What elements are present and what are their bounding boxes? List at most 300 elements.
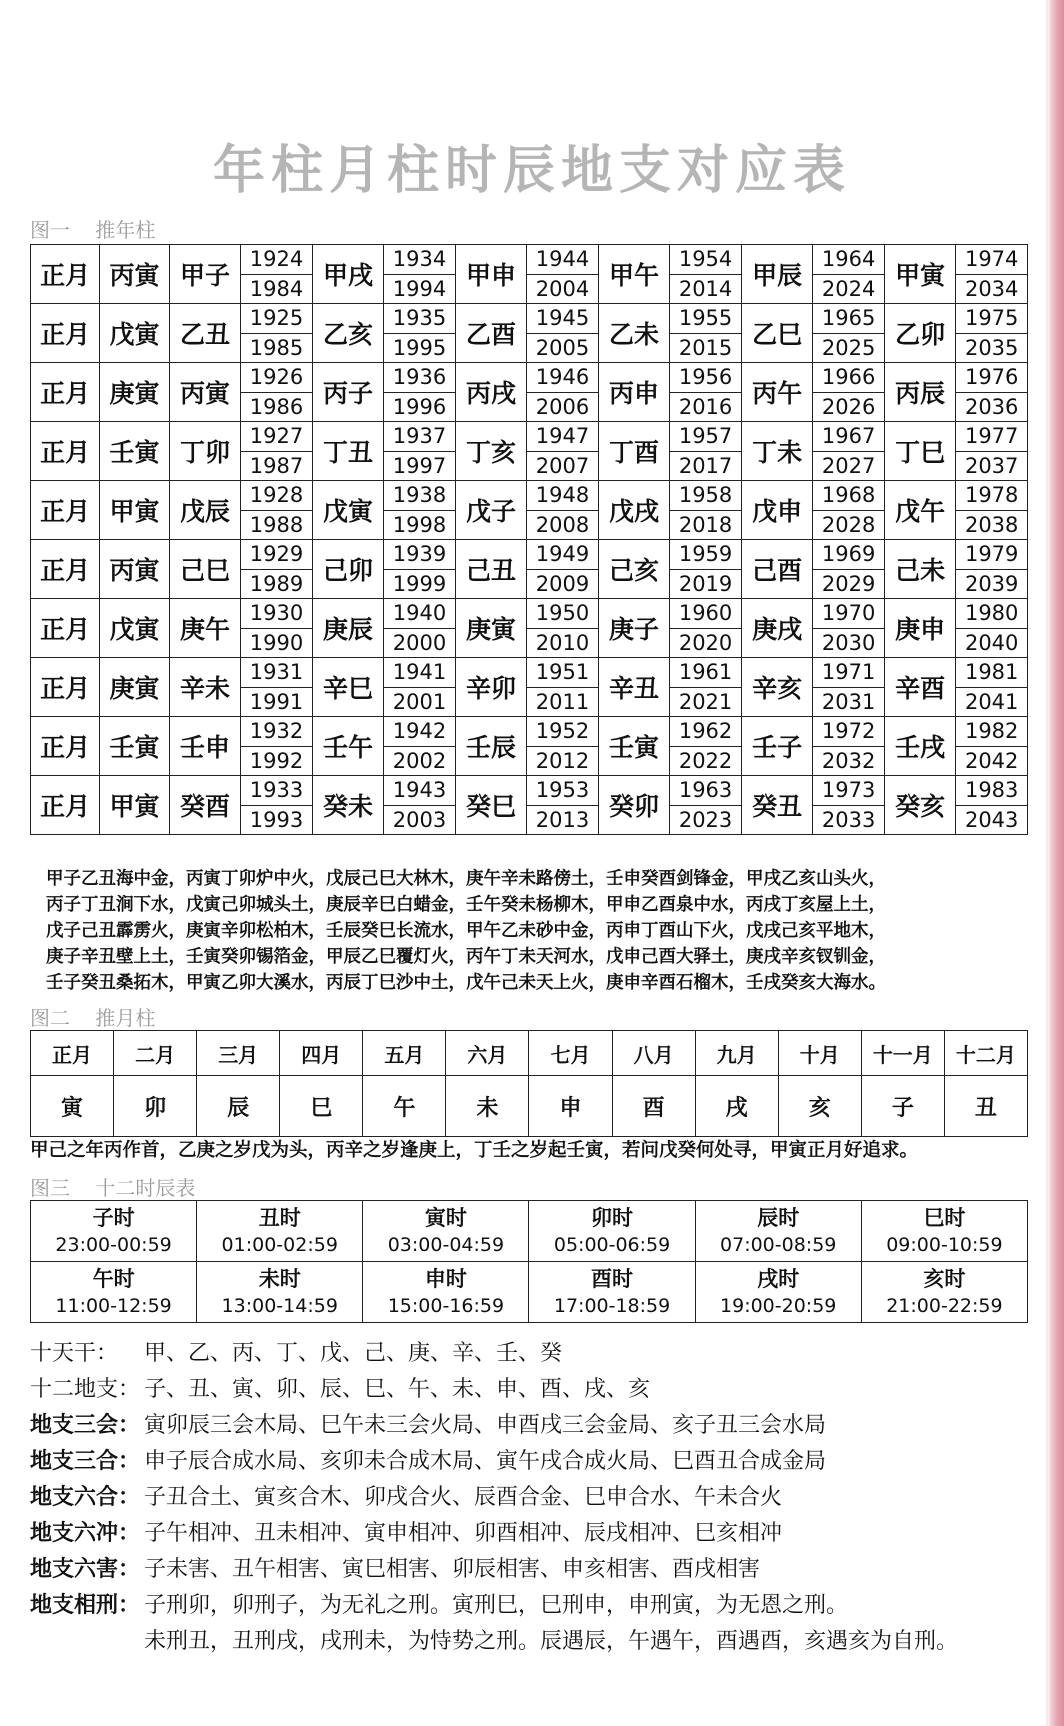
year-ganzhi-cell: 甲午 xyxy=(598,245,670,304)
year-cell: 1979 xyxy=(956,540,1028,570)
year-ganzhi-cell: 己丑 xyxy=(455,540,527,599)
year-cell: 1970 xyxy=(813,599,885,629)
year-cell: 2018 xyxy=(670,510,742,540)
month-name-cell: 十二月 xyxy=(944,1031,1027,1076)
year-ganzhi-cell: 丁未 xyxy=(741,422,813,481)
month-branch-cell: 寅 xyxy=(31,1076,114,1137)
year-cell: 1993 xyxy=(241,805,313,835)
hour-name: 丑时 xyxy=(258,1205,301,1230)
year-cell: 1939 xyxy=(384,540,456,570)
year-ganzhi-cell: 戊子 xyxy=(455,481,527,540)
relation-row xyxy=(30,1480,1040,1516)
month-name-cell: 三月 xyxy=(197,1031,280,1076)
year-ganzhi-cell: 壬午 xyxy=(312,717,384,776)
year-ganzhi-cell: 癸卯 xyxy=(598,776,670,835)
hour-range: 05:00-06:59 xyxy=(553,1233,671,1256)
relation-label: 地支相刑： xyxy=(30,1593,141,1618)
month-cell: 正月 xyxy=(31,540,100,599)
year-ganzhi-cell: 辛巳 xyxy=(312,658,384,717)
year-cell: 1956 xyxy=(670,363,742,393)
year-cell: 1978 xyxy=(956,481,1028,511)
year-cell: 1969 xyxy=(813,540,885,570)
year-ganzhi-cell: 己酉 xyxy=(741,540,813,599)
year-cell: 1958 xyxy=(670,481,742,511)
hour-name: 辰时 xyxy=(757,1205,800,1230)
month-cell: 正月 xyxy=(31,481,100,540)
year-cell: 1968 xyxy=(813,481,885,511)
year-cell: 1946 xyxy=(527,363,599,393)
year-ganzhi-cell: 辛丑 xyxy=(598,658,670,717)
year-ganzhi-cell: 丙子 xyxy=(312,363,384,422)
year-cell: 2010 xyxy=(527,628,599,658)
year-cell: 1996 xyxy=(384,392,456,422)
yin-month-pillar-cell: 丙寅 xyxy=(100,540,169,599)
year-cell: 1941 xyxy=(384,658,456,688)
year-cell: 1947 xyxy=(527,422,599,452)
page-title: 年柱月柱时辰地支对应表 xyxy=(212,141,851,201)
year-cell: 1935 xyxy=(384,304,456,334)
year-ganzhi-cell: 癸酉 xyxy=(169,776,241,835)
year-cell: 2040 xyxy=(956,628,1028,658)
year-cell: 1964 xyxy=(813,245,885,275)
year-ganzhi-cell: 丁丑 xyxy=(312,422,384,481)
hour-cell xyxy=(31,1262,197,1323)
year-cell: 1992 xyxy=(241,746,313,776)
year-ganzhi-cell: 戊寅 xyxy=(312,481,384,540)
year-cell: 1955 xyxy=(670,304,742,334)
year-cell: 1933 xyxy=(241,776,313,806)
year-cell: 1980 xyxy=(956,599,1028,629)
year-cell: 1982 xyxy=(956,717,1028,747)
year-cell: 1951 xyxy=(527,658,599,688)
year-cell: 1966 xyxy=(813,363,885,393)
year-cell: 2038 xyxy=(956,510,1028,540)
year-cell: 1967 xyxy=(813,422,885,452)
month-branch-cell: 亥 xyxy=(778,1076,861,1137)
year-ganzhi-cell: 戊戌 xyxy=(598,481,670,540)
hour-range: 23:00-00:59 xyxy=(55,1233,172,1256)
year-cell: 1973 xyxy=(813,776,885,806)
year-cell: 2022 xyxy=(670,746,742,776)
hour-name: 申时 xyxy=(424,1266,467,1291)
year-cell: 2026 xyxy=(813,392,885,422)
year-cell: 2005 xyxy=(527,333,599,363)
hour-cell xyxy=(695,1262,861,1323)
hour-cell xyxy=(861,1201,1027,1262)
hour-cell xyxy=(197,1201,363,1262)
year-cell: 1977 xyxy=(956,422,1028,452)
hour-range: 19:00-20:59 xyxy=(720,1294,837,1317)
year-cell: 1997 xyxy=(384,451,456,481)
year-cell: 2043 xyxy=(956,805,1028,835)
year-cell: 2023 xyxy=(670,805,742,835)
year-cell: 1929 xyxy=(241,540,313,570)
year-cell: 2017 xyxy=(670,451,742,481)
hour-range: 21:00-22:59 xyxy=(886,1294,1003,1317)
year-cell: 1936 xyxy=(384,363,456,393)
hour-cell xyxy=(695,1201,861,1262)
year-cell: 2006 xyxy=(527,392,599,422)
year-cell: 2034 xyxy=(956,274,1028,304)
relation-label: 地支六冲： xyxy=(30,1521,141,1546)
hour-range: 15:00-16:59 xyxy=(387,1294,505,1317)
hour-name: 卯时 xyxy=(591,1205,634,1230)
hour-name: 未时 xyxy=(258,1266,301,1291)
year-cell: 1962 xyxy=(670,717,742,747)
year-cell: 1994 xyxy=(384,274,456,304)
year-cell: 2002 xyxy=(384,746,456,776)
year-cell: 2028 xyxy=(813,510,885,540)
hour-name: 子时 xyxy=(92,1205,135,1230)
month-branch-cell: 辰 xyxy=(197,1076,280,1137)
year-cell: 1983 xyxy=(956,776,1028,806)
year-ganzhi-cell: 庚寅 xyxy=(455,599,527,658)
year-cell: 1950 xyxy=(527,599,599,629)
year-ganzhi-cell: 癸亥 xyxy=(884,776,956,835)
year-ganzhi-cell: 戊辰 xyxy=(169,481,241,540)
year-cell: 1940 xyxy=(384,599,456,629)
relation-text: 子丑合土、寅亥合木、卯戌合火、辰酉合金、巳申合水、午未合火 xyxy=(144,1485,783,1510)
hour-name: 酉时 xyxy=(591,1266,634,1291)
year-cell: 1937 xyxy=(384,422,456,452)
relation-row xyxy=(30,1408,1040,1444)
year-cell: 2014 xyxy=(670,274,742,304)
branch-relations-list xyxy=(30,1336,1040,1660)
year-cell: 2033 xyxy=(813,805,885,835)
year-cell: 2042 xyxy=(956,746,1028,776)
year-cell: 1928 xyxy=(241,481,313,511)
yin-month-pillar-cell: 戊寅 xyxy=(100,599,169,658)
year-cell: 1959 xyxy=(670,540,742,570)
relation-label: 地支三会： xyxy=(30,1413,141,1438)
year-cell: 1948 xyxy=(527,481,599,511)
year-cell: 2030 xyxy=(813,628,885,658)
year-cell: 1924 xyxy=(241,245,313,275)
year-cell: 2024 xyxy=(813,274,885,304)
year-cell: 2035 xyxy=(956,333,1028,363)
year-cell: 2004 xyxy=(527,274,599,304)
year-ganzhi-cell: 戊午 xyxy=(884,481,956,540)
hour-range: 17:00-18:59 xyxy=(553,1294,671,1317)
year-cell: 1926 xyxy=(241,363,313,393)
year-cell: 2025 xyxy=(813,333,885,363)
year-cell: 1998 xyxy=(384,510,456,540)
year-ganzhi-cell: 辛未 xyxy=(169,658,241,717)
year-pillar-table xyxy=(30,244,1028,835)
year-cell: 1961 xyxy=(670,658,742,688)
year-cell: 2012 xyxy=(527,746,599,776)
year-cell: 1957 xyxy=(670,422,742,452)
relation-row xyxy=(30,1552,1040,1588)
year-cell: 1985 xyxy=(241,333,313,363)
year-cell: 2037 xyxy=(956,451,1028,481)
year-ganzhi-cell: 乙酉 xyxy=(455,304,527,363)
relation-label: 地支六合： xyxy=(30,1485,141,1510)
year-ganzhi-cell: 乙卯 xyxy=(884,304,956,363)
hour-cell xyxy=(529,1262,695,1323)
year-ganzhi-cell: 己卯 xyxy=(312,540,384,599)
hour-range: 09:00-10:59 xyxy=(886,1233,1003,1256)
year-cell: 1987 xyxy=(241,451,313,481)
hour-name: 亥时 xyxy=(923,1266,966,1291)
year-cell: 1952 xyxy=(527,717,599,747)
year-ganzhi-cell: 辛卯 xyxy=(455,658,527,717)
month-cell: 正月 xyxy=(31,599,100,658)
relation-text: 子未害、丑午相害、寅巳相害、卯辰相害、申亥相害、酉戌相害 xyxy=(144,1557,761,1582)
year-ganzhi-cell: 壬寅 xyxy=(598,717,670,776)
relation-row xyxy=(30,1444,1040,1480)
twelve-hours-table xyxy=(30,1200,1028,1323)
month-cell: 正月 xyxy=(31,363,100,422)
year-cell: 1932 xyxy=(241,717,313,747)
year-ganzhi-cell: 己未 xyxy=(884,540,956,599)
relation-text: 未刑丑，丑刑戌，戌刑未，为恃势之刑。辰遇辰，午遇午，酉遇酉，亥遇亥为自刑。 xyxy=(144,1629,959,1654)
year-cell: 2019 xyxy=(670,569,742,599)
year-ganzhi-cell: 甲子 xyxy=(169,245,241,304)
yin-month-pillar-cell: 壬寅 xyxy=(100,422,169,481)
relation-row xyxy=(30,1588,1040,1624)
year-ganzhi-cell: 甲申 xyxy=(455,245,527,304)
year-cell: 2032 xyxy=(813,746,885,776)
fig3-label: 图三 十二时辰表 xyxy=(30,1176,196,1200)
year-cell: 2009 xyxy=(527,569,599,599)
year-ganzhi-cell: 壬子 xyxy=(741,717,813,776)
year-cell: 1990 xyxy=(241,628,313,658)
month-branch-cell: 丑 xyxy=(944,1076,1027,1137)
month-cell: 正月 xyxy=(31,717,100,776)
month-rhyme: 甲己之年丙作首，乙庚之岁戊为头，丙辛之岁逢庚上，丁壬之岁起壬寅，若问戊癸何处寻，甲寅正月好追求。 xyxy=(30,1140,919,1161)
year-ganzhi-cell: 戊申 xyxy=(741,481,813,540)
year-cell: 2027 xyxy=(813,451,885,481)
year-cell: 2031 xyxy=(813,687,885,717)
hour-cell xyxy=(31,1201,197,1262)
year-cell: 2016 xyxy=(670,392,742,422)
year-cell: 2036 xyxy=(956,392,1028,422)
yin-month-pillar-cell: 庚寅 xyxy=(100,658,169,717)
year-cell: 1934 xyxy=(384,245,456,275)
month-name-cell: 二月 xyxy=(114,1031,197,1076)
relation-text: 子午相冲、丑未相冲、寅申相冲、卯酉相冲、辰戌相冲、巳亥相冲 xyxy=(144,1521,783,1546)
hour-cell xyxy=(197,1262,363,1323)
year-ganzhi-cell: 庚辰 xyxy=(312,599,384,658)
year-cell: 1965 xyxy=(813,304,885,334)
year-ganzhi-cell: 乙亥 xyxy=(312,304,384,363)
hour-range: 03:00-04:59 xyxy=(387,1233,505,1256)
month-name-cell: 正月 xyxy=(31,1031,114,1076)
year-cell: 1931 xyxy=(241,658,313,688)
year-cell: 1986 xyxy=(241,392,313,422)
year-cell: 1930 xyxy=(241,599,313,629)
year-cell: 1976 xyxy=(956,363,1028,393)
hour-name: 巳时 xyxy=(923,1205,966,1230)
year-ganzhi-cell: 辛亥 xyxy=(741,658,813,717)
year-cell: 2029 xyxy=(813,569,885,599)
year-cell: 1954 xyxy=(670,245,742,275)
year-ganzhi-cell: 壬戌 xyxy=(884,717,956,776)
hour-cell xyxy=(363,1201,529,1262)
relation-text: 子、丑、寅、卯、辰、巳、午、未、申、酉、戌、亥 xyxy=(144,1377,651,1402)
relation-label: 十天干： xyxy=(30,1341,119,1366)
year-ganzhi-cell: 乙巳 xyxy=(741,304,813,363)
year-cell: 1963 xyxy=(670,776,742,806)
relation-text: 甲、乙、丙、丁、戊、己、庚、辛、壬、癸 xyxy=(144,1341,563,1366)
month-name-cell: 十月 xyxy=(778,1031,861,1076)
year-cell: 1938 xyxy=(384,481,456,511)
hour-name: 戌时 xyxy=(757,1266,800,1291)
year-cell: 2015 xyxy=(670,333,742,363)
year-ganzhi-cell: 甲辰 xyxy=(741,245,813,304)
yin-month-pillar-cell: 庚寅 xyxy=(100,363,169,422)
month-branch-cell: 巳 xyxy=(280,1076,363,1137)
year-ganzhi-cell: 丁卯 xyxy=(169,422,241,481)
year-cell: 1945 xyxy=(527,304,599,334)
month-name-cell: 八月 xyxy=(612,1031,695,1076)
month-branch-cell: 卯 xyxy=(114,1076,197,1137)
year-cell: 2000 xyxy=(384,628,456,658)
year-cell: 1999 xyxy=(384,569,456,599)
month-branch-cell: 未 xyxy=(446,1076,529,1137)
relation-row xyxy=(30,1624,1040,1660)
year-ganzhi-cell: 庚申 xyxy=(884,599,956,658)
year-cell: 1944 xyxy=(527,245,599,275)
month-cell: 正月 xyxy=(31,422,100,481)
year-ganzhi-cell: 丙辰 xyxy=(884,363,956,422)
year-ganzhi-cell: 壬申 xyxy=(169,717,241,776)
hour-cell xyxy=(861,1262,1027,1323)
relation-label: 地支三合： xyxy=(30,1449,141,1474)
year-cell: 2041 xyxy=(956,687,1028,717)
year-cell: 2021 xyxy=(670,687,742,717)
year-cell: 1975 xyxy=(956,304,1028,334)
relation-row xyxy=(30,1516,1040,1552)
year-cell: 1988 xyxy=(241,510,313,540)
relation-text: 申子辰合成水局、亥卯未合成木局、寅午戌合成火局、巳酉丑合成金局 xyxy=(144,1449,827,1474)
year-cell: 1974 xyxy=(956,245,1028,275)
year-ganzhi-cell: 辛酉 xyxy=(884,658,956,717)
year-ganzhi-cell: 癸丑 xyxy=(741,776,813,835)
year-cell: 2007 xyxy=(527,451,599,481)
nayin-line: 甲子乙丑海中金，丙寅丁卯炉中火，戊辰己巳大林木，庚午辛未路傍土，壬申癸酉剑锋金，甲戌乙亥山头火， xyxy=(46,869,886,889)
year-ganzhi-cell: 壬辰 xyxy=(455,717,527,776)
year-cell: 1989 xyxy=(241,569,313,599)
month-branch-cell: 子 xyxy=(861,1076,944,1137)
year-ganzhi-cell: 丙午 xyxy=(741,363,813,422)
year-ganzhi-cell: 丁酉 xyxy=(598,422,670,481)
year-ganzhi-cell: 庚子 xyxy=(598,599,670,658)
month-name-cell: 四月 xyxy=(280,1031,363,1076)
month-name-cell: 九月 xyxy=(695,1031,778,1076)
year-cell: 1971 xyxy=(813,658,885,688)
year-cell: 2003 xyxy=(384,805,456,835)
month-branch-cell: 申 xyxy=(529,1076,612,1137)
relation-text: 子刑卯，卯刑子，为无礼之刑。寅刑巳，巳刑申，申刑寅，为无恩之刑。 xyxy=(144,1593,849,1618)
page-edge-stripe xyxy=(1050,0,1064,1726)
year-cell: 1960 xyxy=(670,599,742,629)
year-ganzhi-cell: 庚午 xyxy=(169,599,241,658)
year-ganzhi-cell: 乙丑 xyxy=(169,304,241,363)
hour-cell xyxy=(529,1201,695,1262)
month-name-cell: 五月 xyxy=(363,1031,446,1076)
relation-row xyxy=(30,1372,1040,1408)
nayin-line: 丙子丁丑涧下水，戊寅己卯城头土，庚辰辛巳白蜡金，壬午癸未杨柳木，甲申乙酉泉中水，丙戌丁亥屋上土， xyxy=(46,895,886,915)
month-name-cell: 十一月 xyxy=(861,1031,944,1076)
year-cell: 1927 xyxy=(241,422,313,452)
year-ganzhi-cell: 庚戌 xyxy=(741,599,813,658)
year-cell: 1949 xyxy=(527,540,599,570)
hour-range: 01:00-02:59 xyxy=(221,1233,338,1256)
month-cell: 正月 xyxy=(31,304,100,363)
hour-range: 13:00-14:59 xyxy=(221,1294,338,1317)
month-branch-cell: 酉 xyxy=(612,1076,695,1137)
fig2-label: 图二 推月柱 xyxy=(30,1006,156,1030)
relation-text: 寅卯辰三会木局、巳午未三会火局、申酉戌三会金局、亥子丑三会水局 xyxy=(144,1413,827,1438)
year-cell: 1925 xyxy=(241,304,313,334)
year-cell: 2020 xyxy=(670,628,742,658)
year-cell: 1943 xyxy=(384,776,456,806)
year-ganzhi-cell: 己巳 xyxy=(169,540,241,599)
yin-month-pillar-cell: 甲寅 xyxy=(100,776,169,835)
year-ganzhi-cell: 丙寅 xyxy=(169,363,241,422)
yin-month-pillar-cell: 甲寅 xyxy=(100,481,169,540)
month-cell: 正月 xyxy=(31,776,100,835)
year-ganzhi-cell: 丙申 xyxy=(598,363,670,422)
hour-name: 午时 xyxy=(92,1266,135,1291)
month-cell: 正月 xyxy=(31,658,100,717)
year-cell: 1995 xyxy=(384,333,456,363)
year-cell: 2039 xyxy=(956,569,1028,599)
year-cell: 1981 xyxy=(956,658,1028,688)
year-cell: 2001 xyxy=(384,687,456,717)
yin-month-pillar-cell: 戊寅 xyxy=(100,304,169,363)
yin-month-pillar-cell: 丙寅 xyxy=(100,245,169,304)
nayin-text xyxy=(46,866,1026,996)
year-ganzhi-cell: 己亥 xyxy=(598,540,670,599)
year-cell: 1991 xyxy=(241,687,313,717)
year-cell: 2013 xyxy=(527,805,599,835)
year-ganzhi-cell: 甲戌 xyxy=(312,245,384,304)
year-ganzhi-cell: 丁巳 xyxy=(884,422,956,481)
month-name-cell: 七月 xyxy=(529,1031,612,1076)
month-cell: 正月 xyxy=(31,245,100,304)
fig1-label: 图一 推年柱 xyxy=(30,218,156,242)
year-cell: 1942 xyxy=(384,717,456,747)
relation-label: 十二地支： xyxy=(30,1377,141,1402)
relation-row xyxy=(30,1336,1040,1372)
month-pillar-table xyxy=(30,1030,1028,1137)
hour-cell xyxy=(363,1262,529,1323)
year-cell: 1984 xyxy=(241,274,313,304)
year-cell: 1972 xyxy=(813,717,885,747)
relation-label: 地支六害： xyxy=(30,1557,141,1582)
hour-range: 11:00-12:59 xyxy=(55,1294,172,1317)
year-ganzhi-cell: 丙戌 xyxy=(455,363,527,422)
yin-month-pillar-cell: 壬寅 xyxy=(100,717,169,776)
month-name-cell: 六月 xyxy=(446,1031,529,1076)
hour-name: 寅时 xyxy=(424,1205,467,1230)
month-branch-cell: 戌 xyxy=(695,1076,778,1137)
year-ganzhi-cell: 乙未 xyxy=(598,304,670,363)
year-cell: 2008 xyxy=(527,510,599,540)
nayin-line: 壬子癸丑桑拓木，甲寅乙卯大溪水，丙辰丁巳沙中土，戊午己未天上火，庚申辛酉石榴木，壬戌癸亥大海水。 xyxy=(46,973,886,993)
year-cell: 1953 xyxy=(527,776,599,806)
month-branch-cell: 午 xyxy=(363,1076,446,1137)
year-ganzhi-cell: 甲寅 xyxy=(884,245,956,304)
nayin-line: 戊子己丑霹雳火，庚寅辛卯松柏木，壬辰癸巳长流水，甲午乙未砂中金，丙申丁酉山下火，戊戌己亥平地木， xyxy=(46,921,886,941)
year-ganzhi-cell: 丁亥 xyxy=(455,422,527,481)
hour-range: 07:00-08:59 xyxy=(720,1233,837,1256)
year-ganzhi-cell: 癸未 xyxy=(312,776,384,835)
year-cell: 2011 xyxy=(527,687,599,717)
